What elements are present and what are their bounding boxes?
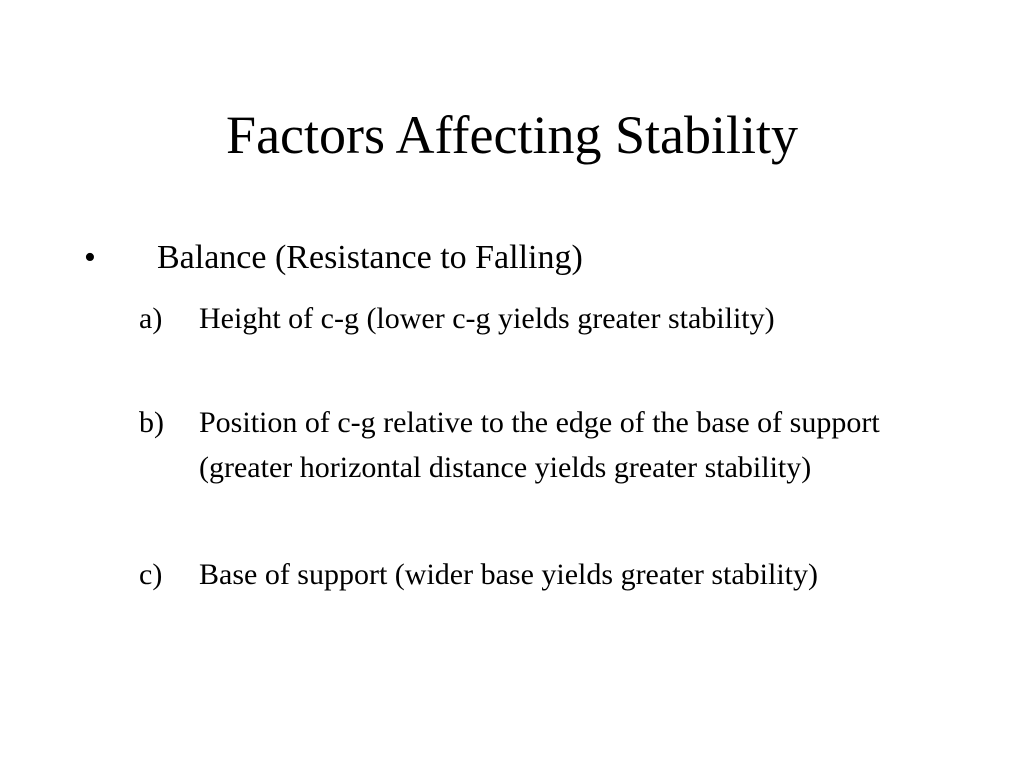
subitem-text: Base of support (wider base yields greater stability): [199, 558, 818, 591]
subitem-text: Height of c-g (lower c-g yields greater stability): [199, 302, 775, 335]
bullet-symbol: •: [84, 239, 96, 276]
bullet-text: Balance (Resistance to Falling): [157, 239, 583, 276]
subitem-text: Position of c-g relative to the edge of the base of support (greater horizontal distance yields greater stability): [199, 406, 880, 484]
bullet-item: [0, 233, 1024, 283]
subitem-marker: c): [139, 558, 163, 591]
slide-title: Factors Affecting Stability: [226, 105, 798, 165]
subitem-marker: b): [139, 406, 164, 439]
subitem-marker: a): [139, 302, 163, 335]
